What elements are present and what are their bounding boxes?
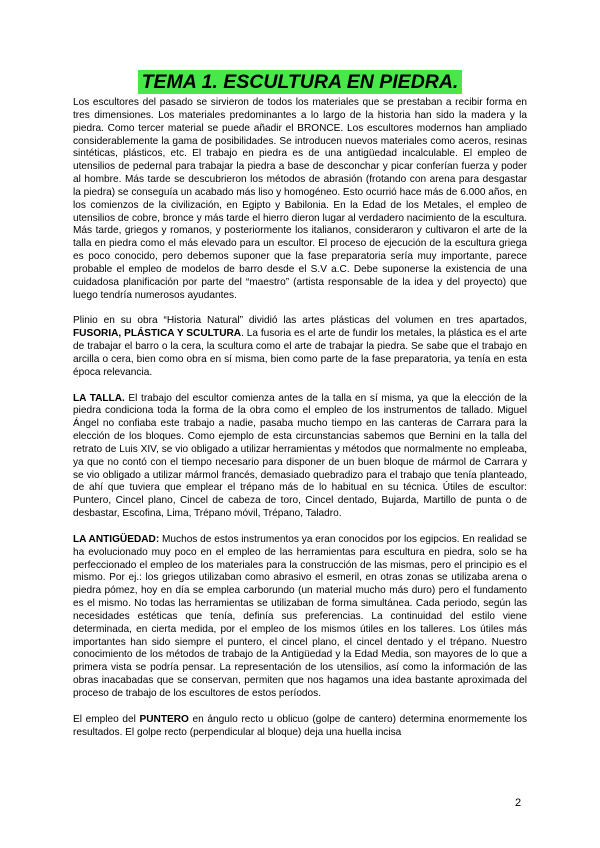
- la-antiguedad-text: Muchos de estos instrumentos ya eran conocidos por los egipcios. En realidad se ha evolucionado muy poco en el empleo de las herramientas para escultura en piedra, solo se ha perfeccionado el empleo de los materiales para la construcción de las mismas, pero el principio es el mismo. Por ej.: los griegos utilizaban como abrasivo el esmeril, en otras zonas se utilizaba arena o piedra pómez, hoy en día se emplea carborundo (un material mucho más duro) pero el fundamento es el mismo. No todas las herramientas se utilizaban de forma simultánea. Cada periodo, según las necesidades estéticas que tenía, definía sus preferencias. La continuidad del estilo viene determinada, en cierta medida, por el empleo de los mismos útiles en los talleres. Los útiles más importantes han sido siempre el puntero, el cincel plano, el cincel dentado y el trépano. Nuestro conocimiento de los métodos de trabajo de la Antigüedad y la Edad Media, son mayores de lo que a primera vista se podría pensar. La representación de los utensilios, así como la información de las obras inacabadas que se conservan, permiten que nos hagamos una idea bastante aproximada del proceso de trabajo de los escultores de estos períodos.: [73, 533, 527, 699]
- title-wrapper: [73, 70, 527, 94]
- page-number: 2: [515, 797, 522, 809]
- la-talla-heading: LA TALLA.: [73, 392, 125, 404]
- puntero-text-before: El empleo del: [73, 713, 140, 725]
- document-body: [73, 70, 527, 739]
- paragraph-puntero: [73, 714, 527, 740]
- la-antiguedad-heading: LA ANTIGÜEDAD:: [73, 533, 160, 545]
- puntero-text-after: en ángulo recto u oblicuo (golpe de cantero) determina enormemente los resultados. El golpe recto (perpendicular al bloque) deja una huella incisa: [73, 713, 527, 738]
- paragraph-plinio: [73, 315, 527, 379]
- plinio-bold-terms: FUSORIA, PLÁSTICA Y SCULTURA: [73, 328, 242, 340]
- page-title: TEMA 1. ESCULTURA EN PIEDRA.: [138, 70, 463, 94]
- plinio-text-after: . La fusoria es el arte de fundir los metales, la plástica es el arte de trabajar el barro o la cera, la scultura como el arte de trabajar la piedra. Se sabe que el trabajo en arcilla o cera, bien como obra en sí misma, bien como parte de la fase preparatoria, ya tenía en esta época relevancia.: [73, 328, 527, 378]
- paragraph-la-antiguedad: [73, 534, 527, 701]
- la-talla-text: El trabajo del escultor comienza antes de la talla en sí misma, ya que la elección de la piedra condiciona toda la forma de la obra como el empleo de los instrumentos de tallado. Miguel Ángel no confiaba este trabajo a nadie, pasaba mucho tiempo en las canteras de Carrara para la elección de los bloques. Como ejemplo de esta circunstancias sabemos que Bernini en la talla del retrato de Luis XIV, se vio obligado a utilizar herramientas y métodos que normalmente no empleaba, ya que no contó con el tiempo necesario para disponer de un buen bloque de mármol de Carrara y se vio obligado a utilizar mármol francés, demasiado quebradizo para el trabajo que tenía planteado, de ahí que tuviera que emplear el trépano más de lo habitual en su técnica. Útiles de escultor: Puntero, Cincel plano, Cincel de cabeza de toro, Cincel dentado, Bujarda, Martillo de punta o de desbastar, Escofina, Lima, Trépano móvil, Trépano, Taladro.: [73, 392, 528, 520]
- plinio-text-before: Plinio en su obra “Historia Natural” dividió las artes plásticas del volumen en tres apartados,: [73, 315, 527, 327]
- puntero-bold-term: PUNTERO: [139, 713, 189, 725]
- paragraph-la-talla: [73, 393, 527, 521]
- paragraph-intro: Los escultores del pasado se sirvieron de todos los materiales que se prestaban a recibir forma en tres dimensiones. Los materiales predominantes a lo largo de la historia han sido la madera y la piedra. Como tercer material se puede añadir el BRONCE. Los escultores modernos han ampliado considerablemente la gama de posibilidades. Se introducen nuevos materiales como aceros, resinas sintéticas, plásticos, etc. El trabajo en piedra es de una antigüedad incalculable. El empleo de utensilios de pedernal para trabajar la piedra a base de desconchar y picar conferían fuerza y poder al hombre. Más tarde se descubrieron los métodos de abrasión (frotando con arena para desgastar la piedra) se conseguía un acabado más liso y homogéneo. Esto ocurrió hace más de 6.000 años, en los comienzos de la civilización, en Egipto y Babilonia. En la Edad de los Metales, el empleo de utensilios de cobre, bronce y más tarde el hierro dieron lugar al verdadero nacimiento de la escultura. Más tarde, griegos y romanos, y posteriormente los italianos, consideraron y cultivaron el arte de la talla en piedra como el más elevado para un escultor. El proceso de ejecución de la escultura griega es poco conocido, pero debemos suponer que la fase preparatoria sería muy importante, parece probable el empleo de modelos de barro desde el S.V a.C. Debe suponerse la existencia de una cuidadosa planificación por parte del “maestro” (artista responsable de la idea y del proyecto) que luego tendría numerosos ayudantes.: [73, 97, 527, 301]
